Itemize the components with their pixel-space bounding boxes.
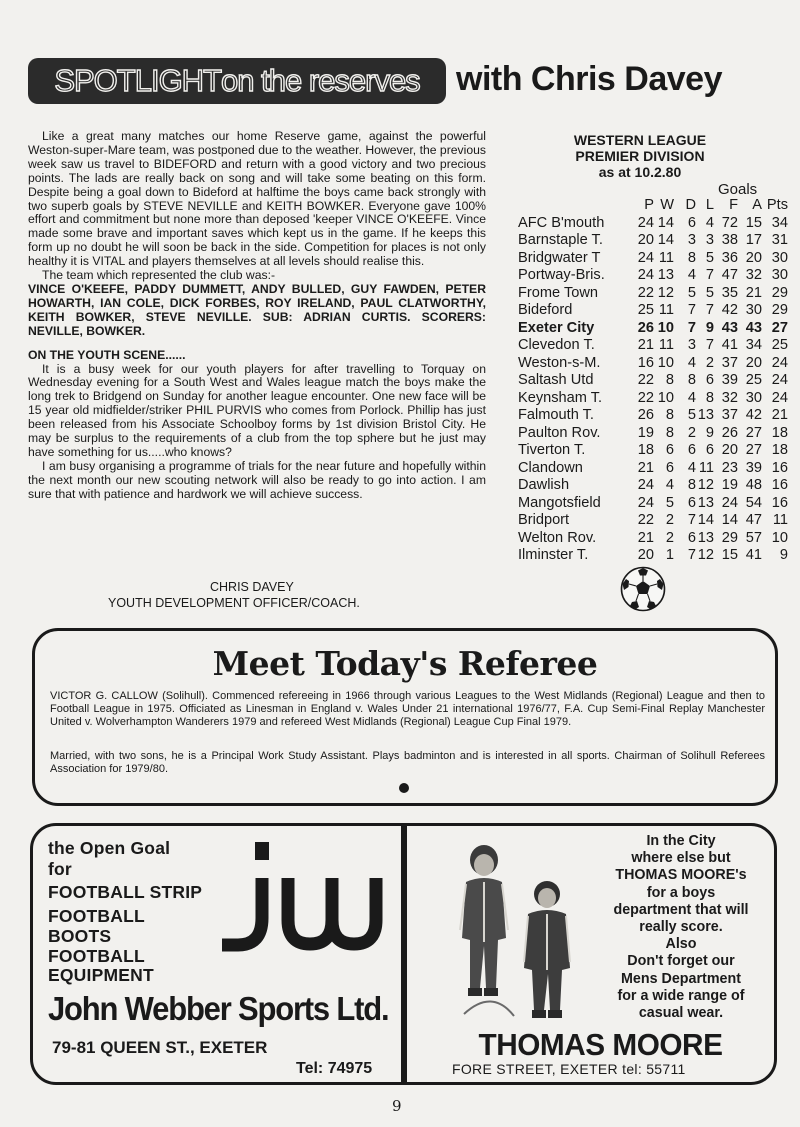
stat-cell: 20	[745, 249, 762, 266]
stat-cell: 29	[721, 529, 738, 546]
stat-cell: 23	[721, 459, 738, 476]
team-name-cell: Clevedon T.	[518, 337, 595, 353]
league-table	[518, 197, 788, 565]
stat-cell: 6	[687, 442, 696, 458]
stat-cell: 5	[705, 284, 714, 301]
stat-cell: 20	[637, 232, 654, 248]
table-row	[518, 495, 788, 513]
stat-cell: 7	[687, 512, 696, 528]
stat-cell: 24	[771, 372, 788, 388]
table-row	[518, 477, 788, 495]
ad-copy-line: casual wear.	[638, 1005, 724, 1022]
stat-cell: 21	[745, 284, 762, 301]
goals-header: Goals	[718, 181, 758, 198]
team-name-cell: Clandown	[518, 459, 583, 476]
stat-cell: 11	[698, 459, 714, 476]
league-column-header: P	[644, 197, 654, 213]
stat-cell: 13	[697, 407, 714, 423]
stat-cell: 7	[687, 547, 696, 563]
stat-cell: 14	[657, 214, 674, 231]
stat-cell: 18	[771, 424, 788, 441]
stat-cell: 32	[721, 389, 738, 406]
stat-cell: 24	[771, 354, 788, 371]
league-column-header: W	[660, 197, 674, 213]
league-column-header	[518, 197, 628, 215]
stat-cell: 25	[745, 372, 762, 388]
team-name-cell: Mangotsfield	[518, 494, 601, 511]
stat-cell: 30	[745, 302, 762, 318]
stat-cell: 30	[771, 267, 788, 283]
league-column-header: D	[685, 197, 696, 213]
stat-cell: 8	[687, 249, 696, 266]
table-row	[518, 425, 788, 443]
stat-cell: 34	[771, 214, 788, 231]
ad-copy-line: Don't forget our	[627, 953, 735, 970]
spotlight-subtitle: on the reserves	[221, 63, 420, 98]
stat-cell: 6	[705, 372, 714, 388]
stat-cell: 8	[665, 424, 674, 441]
stat-cell: 37	[721, 407, 738, 423]
table-row	[518, 337, 788, 355]
stat-cell: 2	[687, 424, 696, 441]
stat-cell: 9	[779, 547, 788, 563]
stat-cell: 26	[637, 407, 654, 423]
article-paragraph: I am busy organising a programme of trials for the near future and hopefully within the next month our new scouting network will also be ready to go into action. I am sure that with patience and hardwork we will achieve success.	[28, 458, 486, 501]
stat-cell: 30	[745, 389, 762, 406]
stat-cell: 25	[771, 337, 788, 353]
stat-cell: 21	[637, 459, 654, 476]
stat-cell: 48	[745, 477, 762, 493]
league-title	[540, 132, 740, 180]
team-name-cell: Falmouth T.	[518, 407, 594, 423]
ad-copy-line: where else but	[631, 850, 731, 867]
stat-cell: 24	[637, 494, 654, 511]
stat-cell: 6	[705, 442, 714, 458]
ad-copy-line: really score.	[639, 919, 723, 936]
table-row	[518, 460, 788, 478]
ad-line: FOOTBALL	[48, 906, 145, 926]
stat-cell: 16	[771, 459, 788, 476]
team-name-cell: Barnstaple T.	[518, 232, 603, 248]
stat-cell: 8	[705, 389, 714, 406]
stat-cell: 43	[721, 319, 738, 336]
stat-cell: 6	[687, 494, 696, 511]
team-name-cell: Paulton Rov.	[518, 424, 601, 441]
stat-cell: 11	[658, 302, 674, 318]
stat-cell: 16	[637, 354, 654, 371]
stat-cell: 2	[705, 354, 714, 371]
stat-cell: 34	[745, 337, 762, 353]
table-row	[518, 215, 788, 233]
ad-line: for	[48, 859, 72, 879]
stat-cell: 24	[721, 494, 738, 511]
stat-cell: 20	[637, 547, 654, 563]
spotlight-word: SPOTLIGHT	[54, 63, 222, 98]
byline: with Chris Davey	[456, 60, 722, 98]
table-row	[518, 320, 788, 338]
stat-cell: 38	[721, 232, 738, 248]
team-name-cell: Saltash Utd	[518, 372, 594, 388]
stat-cell: 9	[705, 424, 714, 441]
team-name-cell: Tiverton T.	[518, 442, 586, 458]
stat-cell: 7	[687, 302, 696, 318]
stat-cell: 4	[687, 354, 696, 371]
stat-cell: 4	[687, 459, 696, 476]
stat-cell: 2	[665, 529, 674, 546]
stat-cell: 6	[687, 214, 696, 231]
referee-title: Meet Today's Referee	[212, 644, 598, 683]
stat-cell: 26	[721, 424, 738, 441]
stat-cell: 24	[637, 214, 654, 231]
reserves-article	[28, 130, 486, 502]
stat-cell: 24	[637, 477, 654, 493]
stat-cell: 27	[745, 442, 762, 458]
ad-copy-line: department that will	[613, 901, 749, 918]
stat-cell: 29	[771, 284, 788, 301]
stat-cell: 8	[665, 407, 674, 423]
stat-cell: 8	[687, 372, 696, 388]
ad-line: FOOTBALL STRIP	[48, 882, 203, 902]
referee-personal: Married, with two sons, he is a Principal Work Study Assistant. Plays badminton and is interested in all sports. Chairman of Solihull Referees Association for 1979/80.	[50, 750, 765, 775]
stat-cell: 10	[771, 529, 788, 546]
team-name-cell: Welton Rov.	[518, 529, 597, 546]
stat-cell: 17	[745, 232, 762, 248]
stat-cell: 18	[637, 442, 654, 458]
stat-cell: 19	[721, 477, 738, 493]
table-row	[518, 390, 788, 408]
stat-cell: 5	[705, 249, 714, 266]
team-name-cell: Portway-Bris.	[518, 267, 605, 283]
stat-cell: 10	[657, 354, 674, 371]
stat-cell: 37	[721, 354, 738, 371]
table-row	[518, 250, 788, 268]
webber-company-name: John Webber Sports Ltd.	[48, 990, 389, 1028]
team-name-cell: Bideford	[518, 302, 573, 318]
table-row	[518, 267, 788, 285]
stat-cell: 6	[665, 459, 674, 476]
team-name-cell: Ilminster T.	[518, 547, 589, 563]
ad-copy-line: for a boys	[646, 884, 716, 901]
stat-cell: 12	[697, 547, 714, 563]
stat-cell: 14	[657, 232, 674, 248]
stat-cell: 7	[687, 319, 696, 336]
youth-heading: ON THE YOUTH SCENE......	[28, 347, 186, 362]
league-column-header: F	[729, 197, 738, 213]
stat-cell: 22	[637, 512, 654, 528]
stat-cell: 1	[665, 547, 674, 563]
stat-cell: 54	[745, 494, 762, 511]
stat-cell: 10	[657, 319, 674, 336]
stat-cell: 57	[745, 529, 762, 546]
table-row	[518, 285, 788, 303]
team-name-cell: Keynsham T.	[518, 389, 603, 406]
stat-cell: 8	[665, 372, 674, 388]
stat-cell: 20	[721, 442, 738, 458]
stat-cell: 36	[721, 249, 738, 266]
stat-cell: 19	[637, 424, 654, 441]
article-paragraph: The team which represented the club was:-	[42, 268, 276, 283]
stat-cell: 32	[745, 267, 762, 283]
league-header-row	[518, 197, 788, 215]
stat-cell: 15	[721, 547, 738, 563]
stat-cell: 11	[658, 337, 674, 353]
stat-cell: 27	[771, 319, 788, 336]
stat-cell: 14	[721, 512, 738, 528]
stat-cell: 30	[771, 249, 788, 266]
webber-telephone: Tel: 74975	[296, 1060, 373, 1077]
football-icon	[620, 566, 666, 612]
stat-cell: 3	[687, 337, 696, 353]
article-paragraph: Like a great many matches our home Reserve game, against the powerful Weston-super-Mare team, was postponed due to the weather. However, the previous week saw us travel to BIDEFORD and return with a good victory and two precious points. The lads are really back on song and will take some beating on this form. Despite being a goal down to Bideford at halftime the boys came back strongly with two superb goals by STEVE NEVILLE and KEITH BOWKER. Everyone gave 100% effort and commitment but none more than deposed 'keeper VINCE O'KEEFE. Vince made some brave and important saves which kept us in the game. If he keeps this form up no doubt he will soon be back in the side. Competition for places is not only healthy it is VITAL and players themselves at all levels should realise this.	[28, 129, 486, 269]
stat-cell: 24	[637, 249, 654, 266]
ad-copy-line: THOMAS MOORE's	[615, 867, 747, 884]
stat-cell: 42	[745, 407, 762, 423]
stat-cell: 4	[705, 214, 714, 231]
league-column-header: L	[705, 197, 714, 213]
team-list: VINCE O'KEEFE, PADDY DUMMETT, ANDY BULLED, GUY FAWDEN, PETER HOWARTH, IAN COLE, DICK FORBES, ROY IRELAND, PAUL CLATWORTHY, KEITH BOWKER, STEVE NEVILLE. SUB: ADRIAN CURTIS. SCORERS: NEVILLE, BOWKER.	[28, 281, 486, 338]
stat-cell: 12	[697, 477, 714, 493]
stat-cell: 7	[705, 337, 714, 353]
team-name-cell: Bridgwater T	[518, 249, 601, 266]
team-name-cell: Bridport	[518, 512, 570, 528]
ad-copy-line: Also	[665, 936, 697, 953]
webber-address: 79-81 QUEEN ST., EXETER	[52, 1038, 268, 1057]
article-paragraph: It is a busy week for our youth players for after travelling to Torquay on Wednesday evening for a South West and Wales league match the boys make the long trek to Bridgend on Sunday for another league encounter. One new face will be 15 year old midfielder/striker PHIL PURVIS who comes from Porlock. Phillip has just been released from his Associate Schoolboy forms by 1st division Bristol City. He may be surplus to the requirements of a club from the top sphere but he just may have something for us.....who knows?	[28, 361, 486, 459]
stat-cell: 2	[665, 512, 674, 528]
stat-cell: 16	[771, 477, 788, 493]
stat-cell: 21	[637, 337, 654, 353]
table-row	[518, 302, 788, 320]
table-row	[518, 355, 788, 373]
signature-name: CHRIS DAVEY	[210, 580, 294, 594]
stat-cell: 3	[687, 232, 696, 248]
table-row	[518, 407, 788, 425]
stat-cell: 13	[697, 529, 714, 546]
team-name-cell: Dawlish	[518, 477, 570, 493]
stat-cell: 5	[687, 407, 696, 423]
boys-photo	[452, 838, 582, 1024]
league-column-header: A	[752, 197, 762, 213]
stat-cell: 13	[657, 267, 674, 283]
table-row	[518, 232, 788, 250]
ad-line: BOOTS	[48, 926, 112, 946]
stat-cell: 27	[745, 424, 762, 441]
stat-cell: 6	[665, 442, 674, 458]
table-row	[518, 442, 788, 460]
stat-cell: 31	[771, 232, 788, 248]
table-row	[518, 547, 788, 565]
stat-cell: 47	[745, 512, 762, 528]
signature-title: YOUTH DEVELOPMENT OFFICER/COACH.	[108, 596, 360, 610]
referee-bio: VICTOR G. CALLOW (Solihull). Commenced refereeing in 1966 through various Leagues to the West Midlands (Regional) League and then to Football League in 1975. Officiated as Linesman in England v. Wales Under 21 international 1976/77, F.A. Cup Semi-Final Replay Manchester United v. Wolverhampton Wanderers 1979 and refereed West Midlands (Regional) League Cup Final 1979.	[50, 690, 765, 728]
stat-cell: 22	[637, 372, 654, 388]
stat-cell: 15	[745, 214, 762, 231]
stat-cell: 26	[637, 319, 654, 336]
team-name-cell: Weston-s-M.	[518, 354, 601, 371]
jw-logo-icon	[218, 840, 388, 955]
stat-cell: 10	[657, 389, 674, 406]
stat-cell: 24	[637, 267, 654, 283]
league-date: as at 10.2.80	[598, 164, 682, 180]
league-title-line: PREMIER DIVISION	[575, 148, 705, 164]
stat-cell: 39	[721, 372, 738, 388]
table-row	[518, 530, 788, 548]
team-name-cell: Exeter City	[518, 319, 595, 336]
stat-cell: 3	[705, 232, 714, 248]
stat-cell: 4	[687, 267, 696, 283]
page-number: 9	[392, 1097, 402, 1115]
ad-copy-line: Mens Department	[621, 970, 741, 987]
stat-cell: 35	[721, 284, 738, 301]
stat-cell: 21	[771, 407, 788, 423]
team-name-cell: Frome Town	[518, 284, 599, 301]
table-row	[518, 372, 788, 390]
stat-cell: 4	[665, 477, 674, 493]
stat-cell: 25	[637, 302, 654, 318]
stat-cell: 24	[771, 389, 788, 406]
stat-cell: 13	[697, 494, 714, 511]
stat-cell: 11	[658, 249, 674, 266]
stat-cell: 41	[721, 337, 738, 353]
stat-cell: 22	[637, 389, 654, 406]
stat-cell: 22	[637, 284, 654, 301]
stat-cell: 6	[687, 529, 696, 546]
stat-cell: 5	[665, 494, 674, 511]
thomas-moore-address: FORE STREET, EXETER tel: 55711	[452, 1061, 686, 1077]
ad-line: EQUIPMENT	[48, 965, 154, 985]
stat-cell: 42	[721, 302, 738, 318]
thomas-moore-copy	[586, 833, 776, 1022]
stat-cell: 18	[771, 442, 788, 458]
stat-cell: 39	[745, 459, 762, 476]
stat-cell: 43	[745, 319, 762, 336]
stat-cell: 12	[657, 284, 674, 301]
ad-copy-line: In the City	[646, 833, 716, 849]
stat-cell: 41	[745, 547, 762, 563]
stat-cell: 29	[771, 302, 788, 318]
thomas-moore-brand: THOMAS MOORE	[478, 1027, 723, 1062]
league-column-header: Pts	[766, 197, 788, 213]
spotlight-banner	[28, 58, 446, 104]
stat-cell: 11	[772, 512, 788, 528]
ad-line: FOOTBALL	[48, 946, 145, 966]
stat-cell: 47	[721, 267, 738, 283]
bullet-dot	[399, 783, 409, 793]
table-row	[518, 512, 788, 530]
stat-cell: 9	[705, 319, 714, 336]
stat-cell: 7	[705, 267, 714, 283]
stat-cell: 20	[745, 354, 762, 371]
stat-cell: 16	[771, 494, 788, 511]
stat-cell: 21	[637, 529, 654, 546]
ad-copy-line: for a wide range of	[617, 987, 745, 1004]
ad-line: the Open Goal	[48, 838, 171, 858]
stat-cell: 7	[705, 302, 714, 318]
stat-cell: 4	[687, 389, 696, 406]
stat-cell: 8	[687, 477, 696, 493]
stat-cell: 5	[687, 284, 696, 301]
league-title-line: WESTERN LEAGUE	[573, 132, 707, 148]
stat-cell: 72	[721, 214, 738, 231]
team-name-cell: AFC B'mouth	[518, 214, 605, 231]
stat-cell: 14	[697, 512, 714, 528]
